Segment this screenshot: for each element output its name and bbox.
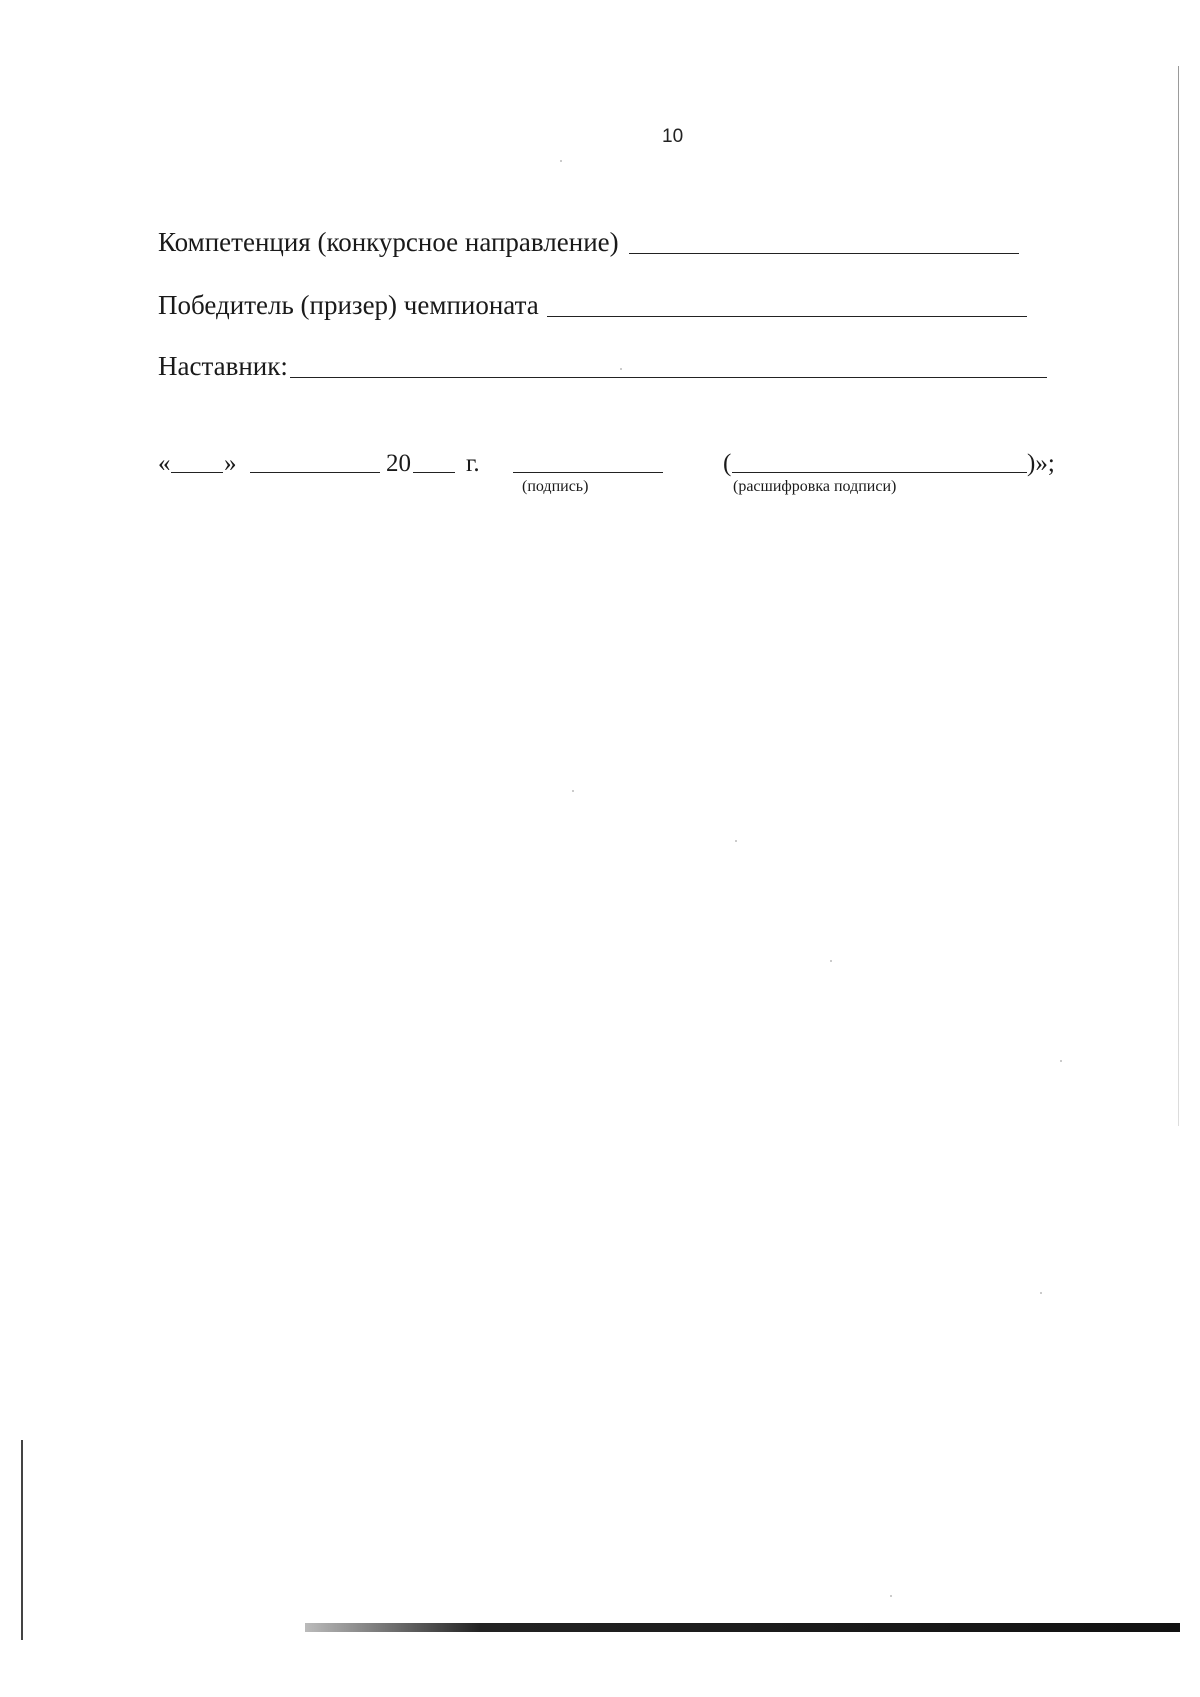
competence-label: Компетенция (конкурсное направление) xyxy=(158,227,619,257)
mentor-blank xyxy=(290,377,1047,378)
page-number: 10 xyxy=(662,126,684,147)
year-prefix: 20 xyxy=(386,450,411,477)
scan-edge-right xyxy=(1178,66,1179,1126)
winner-blank xyxy=(547,316,1027,317)
competence-field xyxy=(158,222,1019,256)
scan-speck xyxy=(830,960,832,962)
scan-speck xyxy=(620,368,622,370)
quote-close: » xyxy=(224,450,237,477)
scan-speck xyxy=(735,840,737,842)
mentor-field xyxy=(158,346,1047,380)
signature-row xyxy=(158,446,1058,476)
signature-caption: (подпись) xyxy=(522,478,589,495)
paren-close: )»; xyxy=(1027,450,1055,477)
scan-speck xyxy=(1040,1292,1042,1294)
scan-speck xyxy=(1060,1060,1062,1062)
scan-edge-left xyxy=(21,1440,23,1640)
scan-edge-bottom xyxy=(305,1623,1180,1632)
paren-open: ( xyxy=(723,450,732,477)
decoding-caption: (расшифровка подписи) xyxy=(733,478,897,495)
mentor-label: Наставник: xyxy=(158,351,288,381)
scan-speck xyxy=(572,790,574,792)
competence-blank xyxy=(629,253,1019,254)
winner-field xyxy=(158,285,1027,319)
month-blank xyxy=(250,472,380,473)
year-suffix: г. xyxy=(466,450,480,477)
quote-open: « xyxy=(158,450,171,477)
day-blank xyxy=(171,472,223,473)
signature-blank xyxy=(513,472,663,473)
scan-speck xyxy=(890,1595,892,1597)
year-blank xyxy=(413,472,455,473)
winner-label: Победитель (призер) чемпионата xyxy=(158,290,539,320)
scan-speck xyxy=(560,160,562,162)
decoding-blank xyxy=(732,472,1027,473)
